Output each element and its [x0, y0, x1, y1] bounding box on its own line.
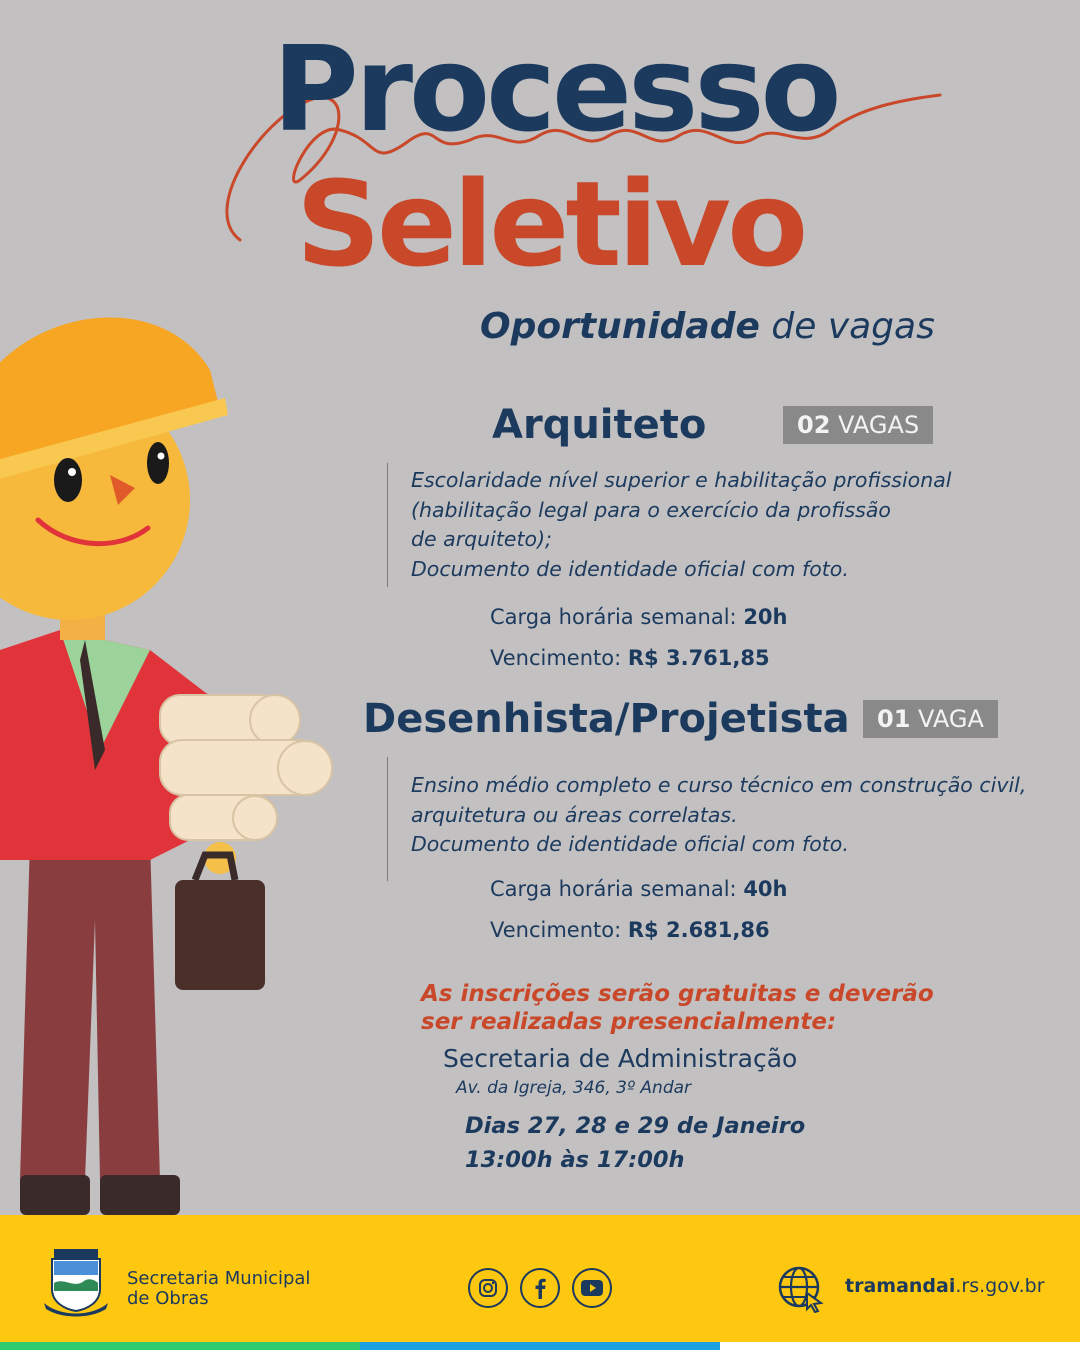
facebook-icon[interactable]: [520, 1268, 560, 1308]
bar-green: [0, 1342, 360, 1350]
requirement-line: (habilitação legal para o exercício da profissão: [411, 497, 891, 522]
registration-notice: [421, 980, 934, 1036]
notice-line: As inscrições serão gratuitas e deverão: [421, 981, 934, 1007]
badge-word: VAGA: [918, 705, 984, 733]
registration-dates: Dias 27, 28 e 29 de Janeiro: [465, 1113, 806, 1139]
subtitle-rest: de vagas: [771, 306, 935, 347]
registration-address: Av. da Igreja, 346, 3º Andar: [456, 1078, 692, 1098]
salary-label: Vencimento:: [490, 918, 622, 942]
salary-label: Vencimento:: [490, 646, 622, 670]
badge-count: 02: [797, 411, 831, 439]
url-rest: .rs.gov.br: [955, 1275, 1045, 1297]
divider-line: [387, 463, 388, 587]
instagram-icon[interactable]: [468, 1268, 508, 1308]
requirement-line: arquitetura ou áreas correlatas.: [411, 802, 738, 827]
job-title-desenhista: Desenhista/Projetista: [363, 696, 850, 742]
vacancy-badge-desenhista: [863, 700, 998, 738]
badge-count: 01: [877, 705, 911, 733]
hours-value: 40h: [743, 877, 788, 901]
requirement-line: de arquiteto);: [411, 527, 552, 551]
youtube-icon[interactable]: [572, 1268, 612, 1308]
salary-value: R$ 2.681,86: [627, 918, 770, 942]
salary-value: R$ 3.761,85: [627, 646, 770, 670]
hours-label: Carga horária semanal:: [490, 877, 737, 901]
municipal-crest-icon: [40, 1247, 112, 1317]
department-name: [127, 1269, 310, 1309]
subtitle-bold: Oportunidade: [480, 306, 760, 347]
registration-time: 13:00h às 17:00h: [465, 1147, 685, 1173]
engineer-illustration: [0, 280, 340, 1215]
weekly-hours-desenhista: [490, 877, 788, 901]
vacancy-badge-arquiteto: [783, 406, 933, 444]
salary-desenhista: [490, 918, 770, 942]
salary-arquiteto: [490, 646, 770, 670]
requirements-desenhista: [411, 771, 1026, 860]
registration-place: Secretaria de Administração: [443, 1044, 798, 1073]
requirements-arquiteto: [411, 466, 951, 584]
title-line-1: Processo: [272, 20, 838, 158]
hours-value: 20h: [743, 605, 788, 629]
subtitle: [480, 306, 935, 347]
job-title-arquiteto: Arquiteto: [492, 402, 707, 448]
hours-label: Carga horária semanal:: [490, 605, 737, 629]
registration-schedule: [465, 1109, 805, 1177]
title-line-2: Seletivo: [295, 155, 805, 293]
globe-icon[interactable]: [777, 1265, 825, 1313]
website-url[interactable]: [845, 1275, 1045, 1297]
notice-line: ser realizadas presencialmente:: [421, 1009, 837, 1035]
requirement-line: Escolaridade nível superior e habilitação profissional: [411, 468, 952, 492]
weekly-hours-arquiteto: [490, 605, 788, 629]
department-line1: Secretaria Municipal: [127, 1268, 311, 1289]
bar-white: [720, 1342, 1080, 1350]
badge-word: VAGAS: [838, 411, 920, 439]
divider-line: [387, 757, 388, 881]
department-line2: de Obras: [127, 1288, 209, 1309]
url-bold: tramandai: [845, 1275, 956, 1297]
requirement-line: Ensino médio completo e curso técnico em construção civil,: [411, 773, 1027, 797]
bottom-color-bar: [0, 1342, 1080, 1350]
bar-blue: [360, 1342, 720, 1350]
footer-bar: [0, 1215, 1080, 1342]
requirement-line: Documento de identidade oficial com foto.: [411, 832, 849, 856]
requirement-line: Documento de identidade oficial com foto.: [411, 556, 849, 581]
